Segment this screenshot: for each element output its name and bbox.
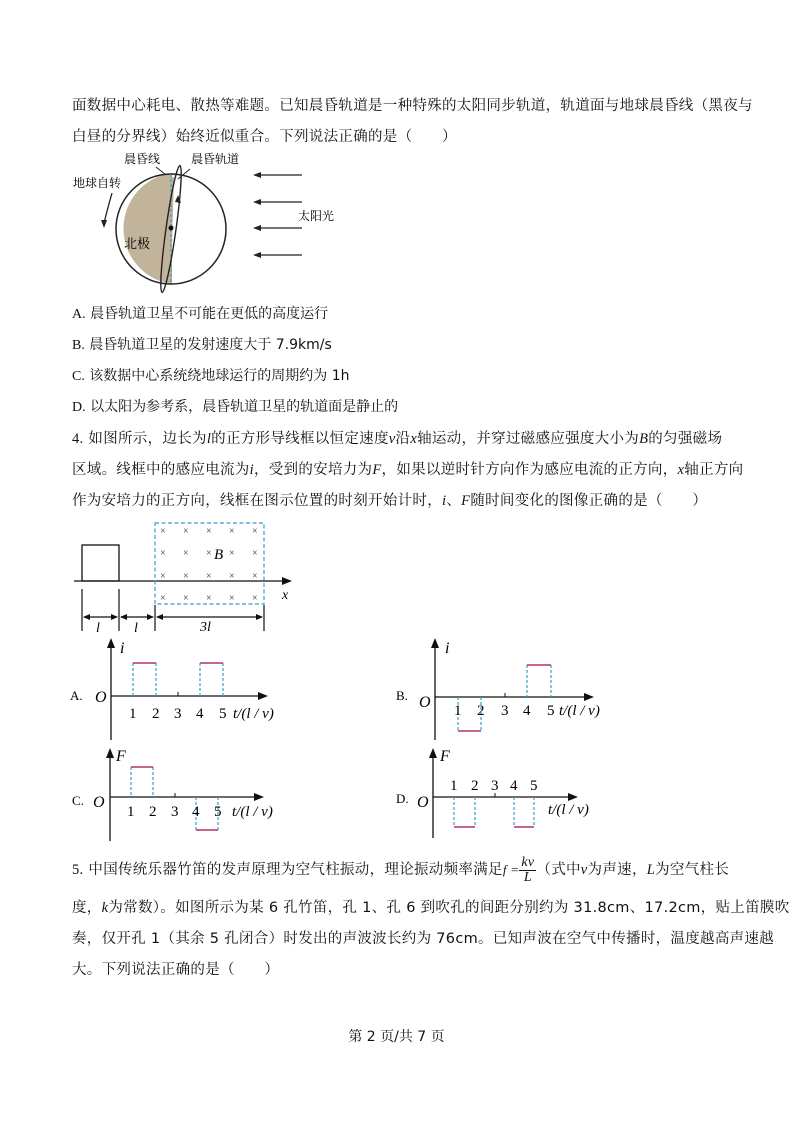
tick-labels: [129, 706, 227, 722]
question-number: 5.: [72, 862, 84, 878]
label-rotation: 地球自转: [73, 176, 122, 190]
svg-text:×: ×: [160, 571, 166, 582]
y-axis-label: F: [116, 748, 126, 765]
option-text: 该数据中心系统绕地球运行的周期约为 1h: [89, 368, 350, 384]
formula-numerator: kv: [521, 854, 535, 870]
formula-fraction: [519, 856, 536, 885]
svg-text:1: 1: [450, 778, 458, 794]
svg-text:×: ×: [229, 571, 235, 582]
text: 轴正方向: [684, 462, 744, 478]
dim-label-1: l: [96, 621, 100, 635]
label-terminator: 晨昏线: [124, 152, 161, 166]
tick-labels: [450, 778, 538, 794]
question-number: 4.: [72, 431, 84, 447]
origin-label: O: [419, 694, 431, 711]
var-v: v: [580, 862, 588, 878]
svg-text:5: 5: [214, 804, 222, 820]
var-f: F: [372, 462, 382, 478]
origin-label: O: [417, 794, 429, 811]
svg-text:×: ×: [206, 593, 212, 604]
var-k: k: [101, 900, 109, 916]
formula-lhs: f =: [502, 862, 520, 877]
q5-stem-line-2: [72, 898, 790, 918]
svg-text:×: ×: [229, 593, 235, 604]
svg-text:3: 3: [491, 778, 499, 794]
text: 为空气柱长: [655, 862, 730, 878]
svg-text:×: ×: [160, 593, 166, 604]
y-axis-label: F: [440, 748, 450, 765]
svg-text:4: 4: [196, 706, 204, 722]
text: ，受到的安培力为: [253, 462, 373, 478]
svg-text:×: ×: [183, 571, 189, 582]
option-text: 晨昏轨道卫星不可能在更低的高度运行: [90, 306, 329, 322]
label-orbit: 晨昏轨道: [191, 152, 240, 166]
text: 中国传统乐器竹笛的发声原理为空气柱振动，理论振动频率满足: [88, 862, 503, 878]
q4-stem-line-2: [72, 460, 743, 480]
svg-text:×: ×: [252, 593, 258, 604]
page-number: 第 2 页/共 7 页: [348, 1029, 445, 1045]
x-axis-label: t/(l / v): [232, 804, 273, 820]
q4-graph-a[interactable]: [60, 635, 310, 745]
var-i: i: [249, 462, 254, 478]
svg-text:1: 1: [454, 703, 462, 719]
svg-text:×: ×: [252, 571, 258, 582]
option-key: D.: [72, 400, 86, 415]
label-north-pole: 北极: [124, 237, 151, 252]
option-key: A.: [72, 307, 86, 322]
q4-graph-b[interactable]: [390, 635, 620, 745]
q3-stem-line-2: 白昼的分界线）始终近似重合。下列说法正确的是（ ）: [72, 129, 457, 145]
svg-text:×: ×: [160, 526, 166, 537]
square-loop: [82, 545, 119, 581]
text: 的正方形导线框以恒定速度: [211, 431, 389, 447]
svg-text:5: 5: [219, 706, 227, 722]
q5-stem-line-4: 大。下列说法正确的是（ ）: [72, 962, 280, 978]
var-v: v: [388, 431, 396, 447]
x-axis-label: x: [282, 588, 289, 603]
svg-text:×: ×: [229, 548, 235, 559]
svg-text:3: 3: [174, 706, 182, 722]
svg-text:×: ×: [183, 593, 189, 604]
text: 如图所示，边长为: [88, 431, 207, 447]
var-i: i: [442, 493, 447, 509]
var-x: x: [410, 431, 418, 447]
svg-text:4: 4: [523, 703, 531, 719]
x-axis-label: t/(l / v): [559, 703, 600, 719]
field-crosses: [160, 526, 258, 604]
svg-text:×: ×: [183, 526, 189, 537]
sunlight-arrows: [260, 175, 302, 255]
dim-label-3: 3l: [200, 620, 211, 635]
svg-text:×: ×: [206, 548, 212, 559]
tick-labels: [454, 703, 555, 719]
svg-text:×: ×: [252, 548, 258, 559]
q3-option-c[interactable]: [72, 366, 350, 387]
origin-label: O: [93, 794, 105, 811]
text: 度，: [72, 900, 102, 916]
q3-option-b[interactable]: [72, 335, 332, 356]
q5-stem-line-1: [72, 854, 729, 886]
option-key: C.: [72, 793, 84, 808]
svg-text:1: 1: [127, 804, 135, 820]
svg-text:5: 5: [530, 778, 538, 794]
svg-text:3: 3: [171, 804, 179, 820]
q3-option-a[interactable]: [72, 304, 328, 325]
var-f: F: [461, 493, 471, 509]
q3-earth-figure: [60, 145, 360, 295]
svg-text:×: ×: [252, 526, 258, 537]
var-b: B: [639, 431, 649, 447]
svg-text:2: 2: [152, 706, 160, 722]
text: 区域。线框中的感应电流为: [72, 462, 250, 478]
svg-text:1: 1: [129, 706, 137, 722]
q4-field-figure: [60, 515, 310, 635]
text: ，如果以逆时针方向作为感应电流的正方向，: [381, 462, 678, 478]
svg-text:4: 4: [192, 804, 200, 820]
dim-label-2: l: [134, 621, 138, 635]
svg-text:4: 4: [510, 778, 518, 794]
option-key: B.: [72, 338, 85, 353]
svg-text:2: 2: [471, 778, 479, 794]
svg-text:2: 2: [477, 703, 485, 719]
svg-text:2: 2: [149, 804, 157, 820]
text: 轴运动，并穿过磁感应强度大小为: [417, 431, 640, 447]
q4-stem-line-1: [72, 429, 722, 449]
origin-label: O: [95, 689, 107, 706]
svg-text:×: ×: [229, 526, 235, 537]
dimension-lines: [82, 589, 264, 631]
text: 、: [446, 493, 462, 509]
option-text: 以太阳为参考系，晨昏轨道卫星的轨道面是静止的: [90, 399, 399, 415]
y-axis-label: i: [120, 640, 125, 657]
var-x: x: [677, 462, 685, 478]
text: 沿: [395, 431, 411, 447]
x-axis-label: t/(l / v): [548, 802, 589, 818]
option-key: B.: [396, 688, 408, 703]
option-key: A.: [70, 688, 83, 703]
svg-text:3: 3: [501, 703, 509, 719]
option-key: D.: [396, 791, 409, 806]
var-l: l: [206, 431, 212, 447]
q4-stem-line-3: [72, 491, 707, 511]
svg-text:5: 5: [547, 703, 555, 719]
option-key: C.: [72, 369, 85, 384]
text: 作为安培力的正方向，线框在图示位置的时刻开始计时，: [72, 493, 442, 509]
var-l: L: [646, 862, 656, 878]
label-sunlight: 太阳光: [298, 209, 335, 223]
q5-stem-line-3: 奏，仅开孔 1（其余 5 孔闭合）时发出的声波波长约为 76cm。已知声波在空气中传播时，温度越高声速越: [72, 931, 775, 947]
svg-text:×: ×: [206, 526, 212, 537]
text: 随时间变化的图像正确的是（ ）: [470, 493, 708, 509]
rotation-arrow: [104, 193, 112, 223]
y-axis-label: i: [445, 640, 450, 657]
q4-graph-c[interactable]: [60, 745, 310, 845]
text: （式中: [536, 862, 581, 878]
formula-denominator: L: [523, 869, 532, 885]
q4-graph-d[interactable]: [390, 745, 620, 845]
north-pole-dot: [169, 226, 174, 231]
x-axis-label: t/(l / v): [233, 706, 274, 722]
text: 为常数）。如图所示为某 6 孔竹笛，孔 1、孔 6 到吹孔的间距分别约为 31.8cm、17.2cm，贴上笛膜吹: [108, 900, 790, 916]
svg-text:×: ×: [160, 548, 166, 559]
field-label: B: [214, 547, 224, 563]
option-text: 晨昏轨道卫星的发射速度大于 7.9km/s: [89, 337, 332, 353]
q3-option-d[interactable]: [72, 397, 398, 418]
svg-text:×: ×: [206, 571, 212, 582]
q3-stem-line-1: 面数据中心耗电、散热等难题。已知晨昏轨道是一种特殊的太阳同步轨道，轨道面与地球晨昏线（黑夜与: [72, 98, 753, 114]
svg-text:×: ×: [183, 548, 189, 559]
text: 的匀强磁场: [648, 431, 723, 447]
text: 为声速，: [587, 862, 647, 878]
tick-labels: [127, 804, 222, 820]
